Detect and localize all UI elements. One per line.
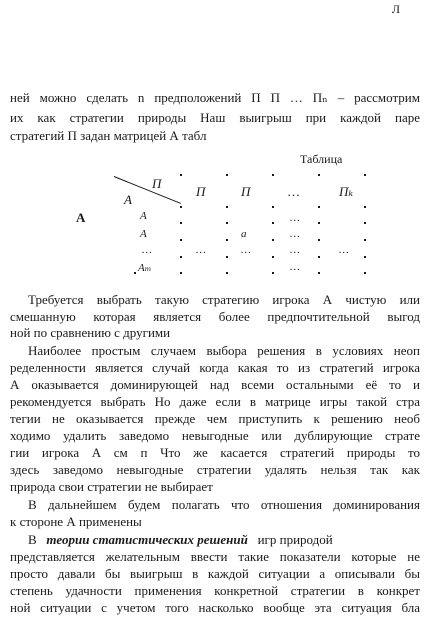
para2-line-5: тегии не оказывается прежде чем приступить к решению необ: [10, 411, 420, 426]
grid-dot: [364, 239, 366, 241]
cell-ellipsis-r3c1: …: [196, 244, 206, 256]
grid-dot: [180, 272, 182, 274]
intro-line-3: стратегий П задан матрицей А табл: [10, 128, 207, 143]
intro-line-2: их как стратегии природы Наш выигрыш при каждой паре: [10, 110, 420, 125]
grid-dot: [226, 272, 228, 274]
grid-dot: [318, 222, 320, 224]
para3-line-2: к стороне А применены: [10, 514, 142, 529]
para2-line-8: здесь заведомо невыгодные стратегии удалять нельзя так как: [10, 462, 420, 477]
para2-line-1: Наиболее простым случаем выбора решения в условиях неоп: [28, 343, 420, 358]
col-header-4: Пₖ: [339, 184, 354, 199]
grid-dot: [272, 256, 274, 258]
para4-line-3: просто давали бы выигрыш в каждой ситуации а описывали бы: [10, 566, 420, 581]
cell-a-ij: а: [241, 228, 247, 240]
grid-dot: [272, 272, 274, 274]
matrix-corner-top: П: [152, 176, 162, 191]
para2-line-2: ределенности является случай когда какая то из стратегий игрока: [10, 360, 420, 375]
para2-line-6: ходимо удалить заведомо невыгодные или дублирующие страте: [10, 428, 420, 443]
cell-ellipsis-r2: …: [290, 228, 300, 240]
grid-dot: [272, 206, 274, 208]
para2-line-9: природа свои стратегии не выбирает: [10, 479, 213, 494]
matrix-row-label: А: [76, 210, 86, 225]
page-header-mark: Л: [391, 2, 400, 16]
para3-line-1: В дальнейшем будем полагать что отношения доминирования: [28, 497, 420, 512]
para4-lead: В: [28, 532, 37, 547]
grid-dot: [318, 256, 320, 258]
grid-dot: [318, 239, 320, 241]
cell-ellipsis-r3c4: …: [339, 244, 349, 256]
para4-line-1: [10, 532, 420, 548]
para4-line-4: степень удачности применения конкретной стратегии в конкрет: [10, 583, 420, 598]
cell-ellipsis-r3c3: …: [290, 244, 300, 256]
grid-dot: [180, 222, 182, 224]
col-header-1: П: [196, 184, 206, 199]
cell-ellipsis-r1: …: [290, 212, 300, 224]
term-statistical-decisions: теории статистических решений: [46, 532, 248, 547]
row-header-4: Аₘ: [138, 262, 152, 274]
grid-dot: [364, 206, 366, 208]
para4-line-2: представляется желательным ввести такие показатели которые не: [10, 549, 420, 564]
grid-dot: [272, 239, 274, 241]
row-header-3: …: [142, 244, 152, 256]
para1-line-1: Требуется выбрать такую стратегию игрока А чистую или: [28, 292, 420, 307]
table-caption: Таблица: [300, 152, 343, 166]
grid-dot: [364, 256, 366, 258]
intro-line-1: ней можно сделать n предположений П П … Пₙ – рассмотрим: [10, 90, 420, 105]
col-header-3: …: [288, 184, 300, 199]
grid-dot: [364, 272, 366, 274]
para1-line-2: смешанную которая является более предпочтительной выгод: [10, 309, 420, 324]
cell-ellipsis-r4: …: [290, 261, 300, 273]
para2-line-4: рекомендуется выбрать Но даже если в матрице игры такой стра: [10, 394, 420, 409]
grid-dot: [134, 272, 136, 274]
grid-dot: [226, 174, 228, 176]
para4-line-5: ной ситуации с учетом того насколько вообще эта ситуация бла: [10, 600, 420, 615]
para4-tail: игр природой: [257, 532, 333, 547]
grid-dot: [180, 239, 182, 241]
grid-dot: [364, 222, 366, 224]
grid-dot: [318, 272, 320, 274]
grid-dot: [226, 222, 228, 224]
para1-line-3: ной по сравнению с другими: [10, 325, 171, 340]
grid-dot: [318, 174, 320, 176]
row-header-2: А: [140, 228, 147, 240]
grid-dot: [226, 239, 228, 241]
row-header-1: А: [140, 210, 147, 222]
matrix-corner-bottom: А: [124, 192, 132, 207]
grid-dot: [318, 206, 320, 208]
para2-line-3: А оказывается доминирующей над всеми остальными её то и: [10, 377, 420, 392]
grid-dot: [364, 174, 366, 176]
grid-dot: [272, 174, 274, 176]
grid-dot: [226, 256, 228, 258]
para2-line-7: гии игрока А см п Что же касается стратегий природы то: [10, 445, 420, 460]
grid-dot: [272, 222, 274, 224]
grid-dot: [180, 256, 182, 258]
grid-dot: [180, 206, 182, 208]
grid-dot: [180, 174, 182, 176]
cell-ellipsis-r3c2: …: [241, 244, 251, 256]
col-header-2: П: [241, 184, 251, 199]
grid-dot: [226, 206, 228, 208]
